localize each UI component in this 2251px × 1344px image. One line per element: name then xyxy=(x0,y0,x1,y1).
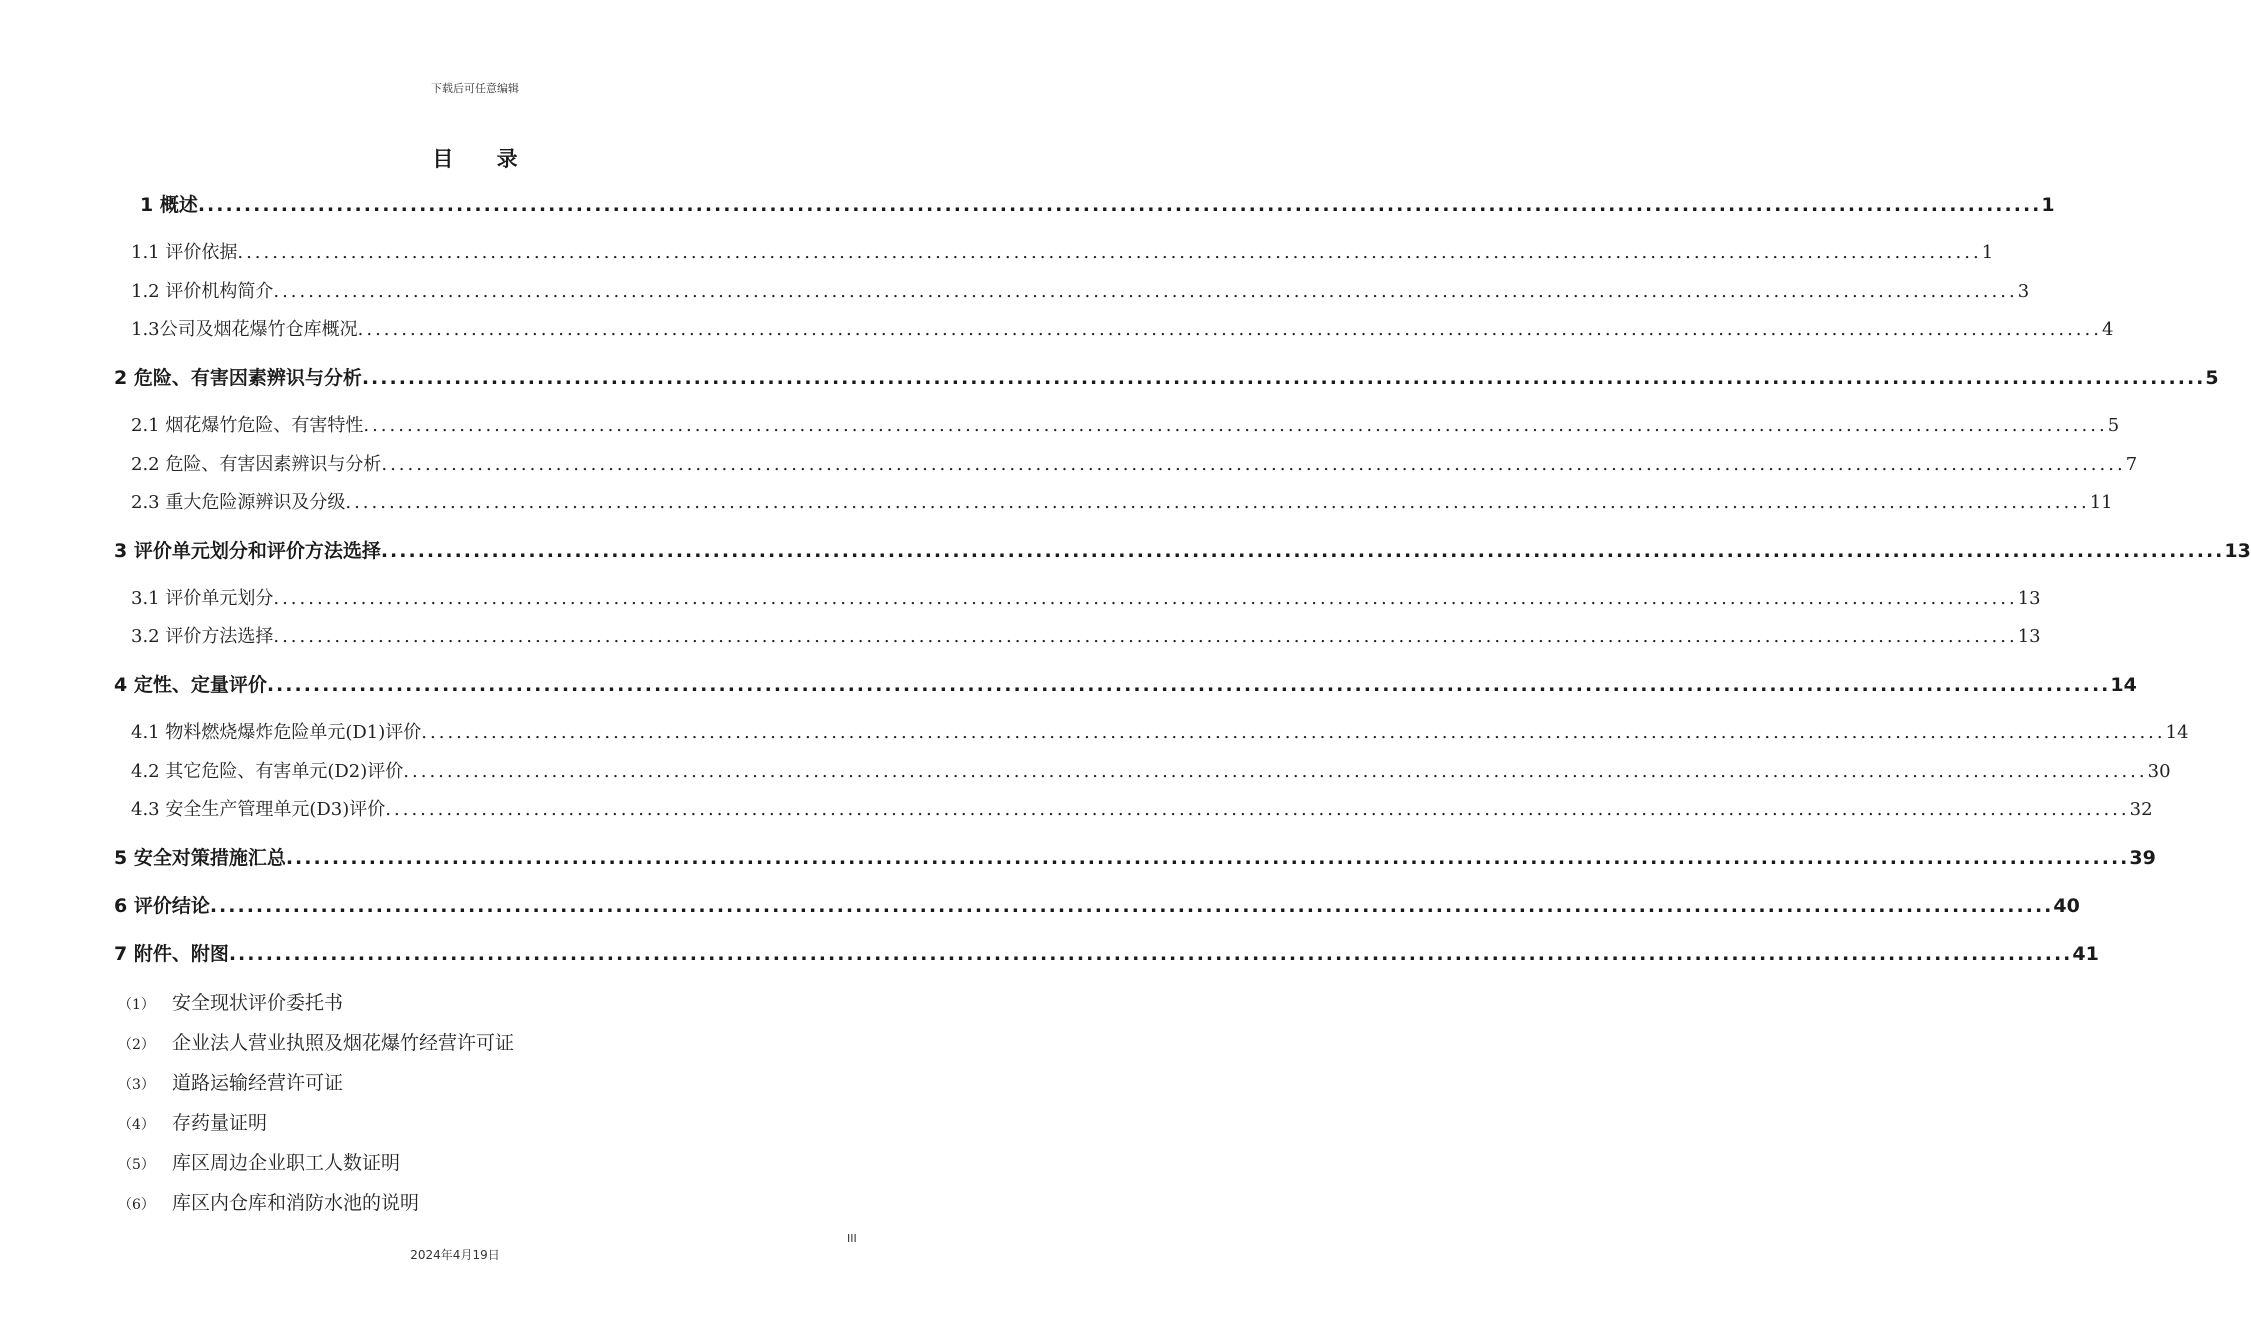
page-number: III xyxy=(847,1232,857,1245)
toc-section-entry[interactable] xyxy=(131,718,2189,744)
attachment-number: （3） xyxy=(118,1077,155,1093)
toc-entry-page: 11 xyxy=(2089,492,2113,513)
toc-entry-label: 4.3 安全生产管理单元(D3)评价 xyxy=(131,799,386,820)
toc-section-entry[interactable] xyxy=(131,488,2113,514)
toc-chapter-entry[interactable] xyxy=(114,363,2219,391)
toc-entry-page: 40 xyxy=(2053,895,2080,917)
toc-dot-leader: ........................................................................................................................................................................................................ xyxy=(421,722,2166,743)
toc-dot-leader: ........................................................................................................................................................................................................ xyxy=(209,895,2054,917)
toc-dot-leader: ........................................................................................................................................................................................................ xyxy=(381,454,2126,475)
attachment-item xyxy=(118,1188,419,1215)
toc-entry-label: 3 评价单元划分和评价方法选择 xyxy=(114,540,381,562)
toc-section-entry[interactable] xyxy=(131,757,2171,783)
toc-dot-leader: ........................................................................................................................................................................................................ xyxy=(403,761,2148,782)
attachment-text: 存药量证明 xyxy=(172,1112,268,1134)
toc-dot-leader: ........................................................................................................................................................................................................ xyxy=(237,242,1982,263)
toc-entry-page: 13 xyxy=(2017,626,2041,647)
toc-entry-label: 6 评价结论 xyxy=(114,895,210,917)
toc-entry-page: 14 xyxy=(2165,722,2189,743)
attachment-number: （1） xyxy=(118,997,155,1013)
toc-entry-page: 1 xyxy=(1981,242,1994,263)
toc-section-entry[interactable] xyxy=(131,450,2138,476)
toc-section-entry[interactable] xyxy=(131,411,2120,437)
toc-entry-page: 5 xyxy=(2107,415,2120,436)
attachment-number: （2） xyxy=(118,1037,155,1053)
toc-entry-label: 1 概述 xyxy=(140,194,198,216)
attachment-text: 企业法人营业执照及烟花爆竹经营许可证 xyxy=(172,1032,515,1054)
toc-chapter-entry[interactable] xyxy=(114,843,2156,871)
toc-dot-leader: ........................................................................................................................................................................................................ xyxy=(361,367,2206,389)
attachment-text: 库区周边企业职工人数证明 xyxy=(172,1152,401,1174)
toc-entry-page: 32 xyxy=(2129,799,2153,820)
toc-entry-page: 41 xyxy=(2072,943,2099,965)
attachment-number: （6） xyxy=(118,1197,155,1213)
toc-entry-label: 4.1 物料燃烧爆炸危险单元(D1)评价 xyxy=(131,722,422,743)
header-note: 下载后可任意编辑 xyxy=(431,82,519,95)
toc-chapter-entry[interactable] xyxy=(114,939,2099,967)
toc-title: 目 录 xyxy=(432,147,536,171)
toc-entry-label: 4 定性、定量评价 xyxy=(114,674,267,696)
toc-entry-label: 1.2 评价机构简介 xyxy=(131,281,274,302)
toc-dot-leader: ........................................................................................................................................................................................................ xyxy=(273,588,2018,609)
toc-entry-label: 4.2 其它危险、有害单元(D2)评价 xyxy=(131,761,404,782)
toc-entry-page: 39 xyxy=(2129,847,2156,869)
attachment-item xyxy=(118,1108,267,1135)
toc-entry-page: 1 xyxy=(2041,194,2055,216)
attachment-item xyxy=(118,1068,343,1095)
toc-chapter-entry[interactable] xyxy=(114,670,2137,698)
attachment-item xyxy=(118,1028,514,1055)
toc-dot-leader: ........................................................................................................................................................................................................ xyxy=(273,281,2018,302)
toc-chapter-entry[interactable] xyxy=(114,536,2251,564)
attachment-text: 库区内仓库和消防水池的说明 xyxy=(172,1192,420,1214)
toc-section-entry[interactable] xyxy=(131,622,2041,648)
toc-entry-page: 4 xyxy=(2101,319,2114,340)
toc-entry-label: 5 安全对策措施汇总 xyxy=(114,847,286,869)
toc-dot-leader: ........................................................................................................................................................................................................ xyxy=(363,415,2108,436)
toc-entry-page: 5 xyxy=(2205,367,2219,389)
toc-entry-page: 30 xyxy=(2147,761,2171,782)
attachment-number: （4） xyxy=(118,1117,155,1133)
toc-chapter-entry[interactable] xyxy=(114,891,2080,919)
toc-entry-page: 3 xyxy=(2017,281,2030,302)
toc-section-entry[interactable] xyxy=(131,795,2153,821)
toc-dot-leader: ........................................................................................................................................................................................................ xyxy=(385,799,2130,820)
toc-dot-leader: ........................................................................................................................................................................................................ xyxy=(266,674,2111,696)
toc-entry-page: 13 xyxy=(2224,540,2251,562)
footer-date: 2024年4月19日 xyxy=(410,1248,500,1262)
toc-entry-label: 3.2 评价方法选择 xyxy=(131,626,274,647)
toc-entry-label: 3.1 评价单元划分 xyxy=(131,588,274,609)
attachment-text: 道路运输经营许可证 xyxy=(172,1072,344,1094)
toc-entry-page: 13 xyxy=(2017,588,2041,609)
attachment-number: （5） xyxy=(118,1157,155,1173)
toc-section-entry[interactable] xyxy=(131,277,2030,303)
attachment-item xyxy=(118,1148,400,1175)
toc-entry-label: 2.3 重大危险源辨识及分级 xyxy=(131,492,346,513)
toc-entry-label: 2.2 危险、有害因素辨识与分析 xyxy=(131,454,382,475)
toc-entry-page: 7 xyxy=(2125,454,2138,475)
toc-section-entry[interactable] xyxy=(131,315,2114,341)
toc-dot-leader: ........................................................................................................................................................................................................ xyxy=(273,626,2018,647)
attachment-text: 安全现状评价委托书 xyxy=(172,992,344,1014)
toc-chapter-entry[interactable] xyxy=(140,190,2055,218)
toc-entry-label: 2.1 烟花爆竹危险、有害特性 xyxy=(131,415,364,436)
toc-section-entry[interactable] xyxy=(131,238,1994,264)
attachment-item xyxy=(118,988,343,1015)
toc-dot-leader: ........................................................................................................................................................................................................ xyxy=(228,943,2073,965)
toc-entry-label: 2 危险、有害因素辨识与分析 xyxy=(114,367,362,389)
toc-section-entry[interactable] xyxy=(131,584,2041,610)
toc-dot-leader: ........................................................................................................................................................................................................ xyxy=(285,847,2130,869)
toc-entry-page: 14 xyxy=(2110,674,2137,696)
toc-dot-leader: ........................................................................................................................................................................................................ xyxy=(357,319,2102,340)
toc-dot-leader: ........................................................................................................................................................................................................ xyxy=(197,194,2042,216)
toc-entry-label: 7 附件、附图 xyxy=(114,943,229,965)
toc-dot-leader: ........................................................................................................................................................................................................ xyxy=(345,492,2090,513)
toc-entry-label: 1.3公司及烟花爆竹仓库概况 xyxy=(131,319,358,340)
toc-entry-label: 1.1 评价依据 xyxy=(131,242,238,263)
toc-dot-leader: ........................................................................................................................................................................................................ xyxy=(380,540,2225,562)
